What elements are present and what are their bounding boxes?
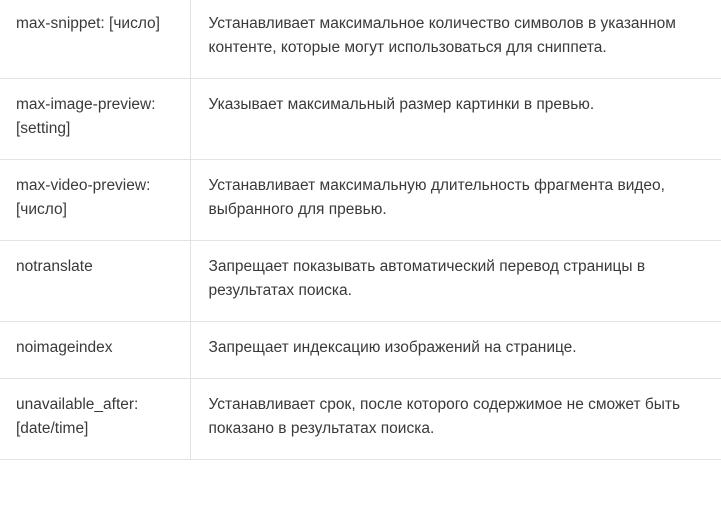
directive-description: Устанавливает максимальную длительность фрагмента видео, выбранного для превью. [190, 160, 721, 241]
table-row [0, 241, 721, 322]
table-row [0, 322, 721, 379]
table-row [0, 0, 721, 79]
table-row [0, 379, 721, 460]
directive-name: max-snippet: [число] [0, 0, 190, 79]
directive-description: Указывает максимальный размер картинки в превью. [190, 79, 721, 160]
directive-description: Устанавливает максимальное количество символов в указанном контенте, которые могут использоваться для сниппета. [190, 0, 721, 79]
table-row [0, 160, 721, 241]
directive-name: max-video-preview: [число] [0, 160, 190, 241]
directive-name: noimageindex [0, 322, 190, 379]
directive-description: Устанавливает срок, после которого содержимое не сможет быть показано в результатах поиска. [190, 379, 721, 460]
table-row [0, 79, 721, 160]
directive-description: Запрещает индексацию изображений на странице. [190, 322, 721, 379]
directive-name: max-image-preview: [setting] [0, 79, 190, 160]
directive-description: Запрещает показывать автоматический перевод страницы в результатах поиска. [190, 241, 721, 322]
directive-name: unavailable_after: [date/time] [0, 379, 190, 460]
directive-name: notranslate [0, 241, 190, 322]
